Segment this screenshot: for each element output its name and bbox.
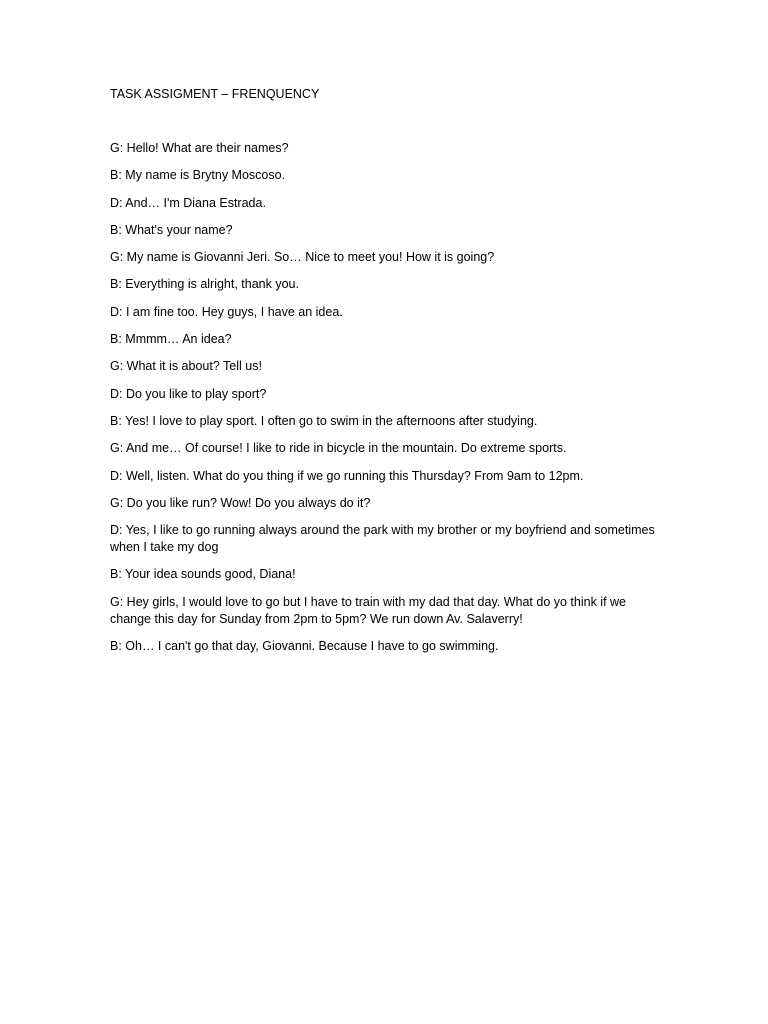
dialogue-line: G: Hey girls, I would love to go but I have to train with my dad that day. What do yo think if we change this day for Sunday from 2pm to 5pm? We run down Av. Salaverry!: [110, 594, 626, 626]
dialogue-line: D: Do you like to play sport?: [110, 386, 267, 401]
dialogue-line: B: Your idea sounds good, Diana!: [110, 567, 296, 582]
dialogue-line: D: Well, listen. What do you thing if we go running this Thursday? From 9am to 12pm.: [110, 468, 584, 483]
dialogue-line: D: I am fine too. Hey guys, I have an idea.: [110, 304, 343, 319]
dialogue-line: G: Hello! What are their names?: [110, 141, 289, 155]
dialogue-line: D: And… I'm Diana Estrada.: [110, 195, 266, 210]
dialogue-line: G: And me… Of course! I like to ride in bicycle in the mountain. Do extreme sports.: [110, 441, 567, 456]
dialogue-line: G: My name is Giovanni Jeri. So… Nice to meet you! How it is going?: [110, 250, 495, 265]
dialogue-line: B: What's your name?: [110, 222, 233, 237]
document-body: [110, 86, 662, 665]
dialogue-line: D: Yes, I like to go running always around the park with my brother or my boyfriend and sometimes when I take my dog: [110, 523, 655, 555]
dialogue-line: B: Everything is alright, thank you.: [110, 277, 299, 292]
document-title: TASK ASSIGMENT – FRENQUENCY: [110, 87, 320, 101]
dialogue-line: G: Do you like run? Wow! Do you always do it?: [110, 495, 371, 510]
dialogue-line: B: Mmmm… An idea?: [110, 332, 232, 347]
dialogue-line: B: Yes! I love to play sport. I often go to swim in the afternoons after studying.: [110, 413, 538, 428]
dialogue-line: B: My name is Brytny Moscoso.: [110, 168, 286, 183]
dialogue-line: B: Oh… I can't go that day, Giovanni. Because I have to go swimming.: [110, 639, 499, 654]
dialogue-line: G: What it is about? Tell us!: [110, 359, 262, 374]
